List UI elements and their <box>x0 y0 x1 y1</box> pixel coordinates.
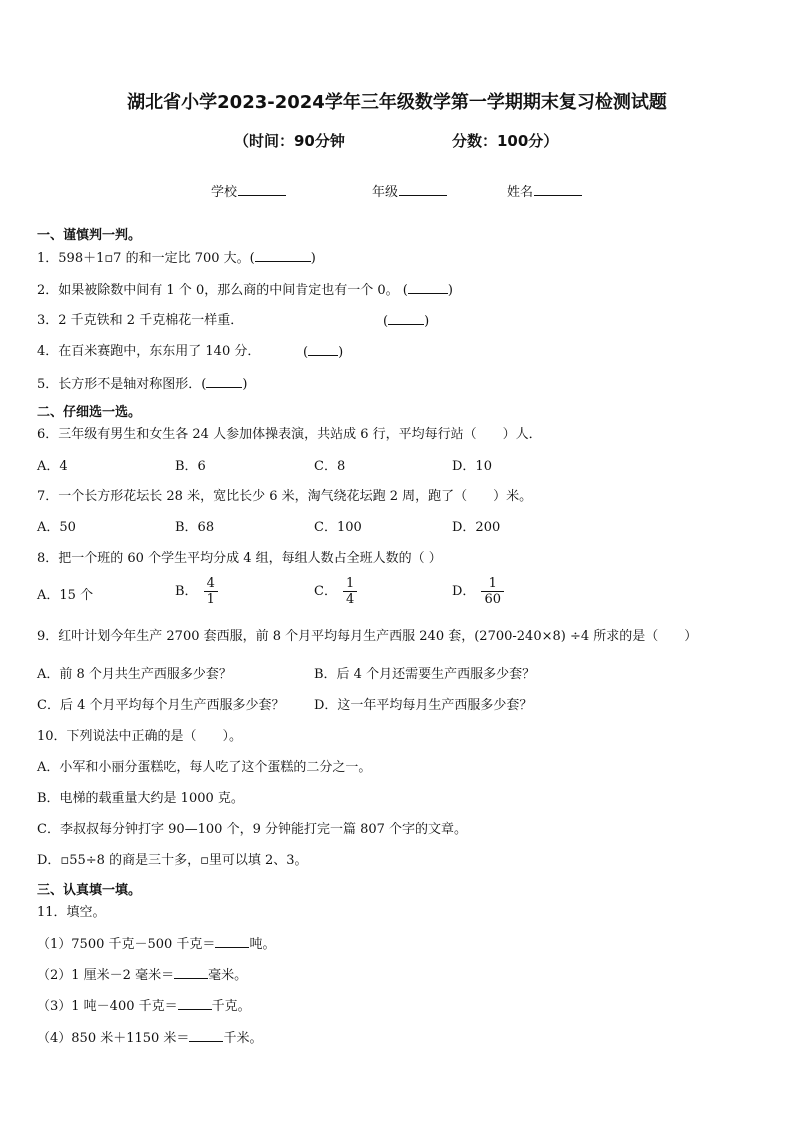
question-1 <box>37 250 316 267</box>
q7-option-c[interactable]: C．100 <box>314 520 362 535</box>
answer-blank-4[interactable] <box>308 344 338 356</box>
question-6: 6．三年级有男生和女生各 24 人参加体操表演，共站成 6 行，平均每行站（ ）人． <box>37 427 542 442</box>
fill-item-4 <box>37 1030 262 1047</box>
fraction-denominator: 60 <box>484 592 501 607</box>
q8-option-d[interactable] <box>452 576 504 607</box>
fraction-numerator: 1 <box>345 576 355 591</box>
exam-score: 分数：100分） <box>452 132 559 150</box>
question-10: 10．下列说法中正确的是（ ）。 <box>37 729 243 744</box>
answer-blank-2[interactable] <box>408 282 448 294</box>
q9-option-b[interactable]: B．后 4 个月还需要生产西服多少套？ <box>314 667 536 682</box>
q8-option-d-label: D． <box>452 584 476 599</box>
q10-option-a[interactable]: A．小军和小丽分蛋糕吃，每人吃了这个蛋糕的二分之一。 <box>37 760 372 775</box>
question-4-tail: ) <box>338 345 344 360</box>
fraction-denominator: 4 <box>345 592 355 607</box>
section1-heading: 一、谨慎判一判。 <box>37 228 142 243</box>
question-4 <box>37 344 260 360</box>
fill-item-4-unit: 千米。 <box>223 1031 263 1046</box>
q8-option-c-fraction <box>343 576 357 607</box>
name-label: 姓名 <box>507 185 534 200</box>
question-5-tail: ) <box>242 377 248 392</box>
q6-option-b[interactable]: B．6 <box>175 459 206 474</box>
q7-option-a[interactable]: A．50 <box>37 520 76 535</box>
question-3 <box>37 313 243 329</box>
q9-option-d[interactable]: D．这一年平均每月生产西服多少套？ <box>314 698 533 713</box>
q7-option-b[interactable]: B．68 <box>175 520 215 535</box>
question-4-text: 4．在百米赛跑中，东东用了 140 分． <box>37 344 261 359</box>
fill-item-3-unit: 千克。 <box>211 999 251 1014</box>
fill-blank-4[interactable] <box>189 1030 223 1042</box>
q8-option-b-fraction <box>204 576 218 607</box>
fill-blank-3[interactable] <box>178 998 212 1010</box>
fill-item-2 <box>37 967 247 984</box>
fill-blank-2[interactable] <box>174 967 208 979</box>
question-5-text: 5．长方形不是轴对称图形．( <box>37 377 207 392</box>
fill-item-3 <box>37 998 251 1015</box>
question-2 <box>37 282 453 299</box>
name-field <box>507 181 582 200</box>
q10-option-b[interactable]: B．电梯的载重量大约是 1000 克。 <box>37 791 244 806</box>
fill-item-2-unit: 毫米。 <box>208 968 248 983</box>
name-blank[interactable] <box>534 183 582 196</box>
section2-heading: 二、仔细选一选。 <box>37 405 142 420</box>
question-1-tail: ) <box>310 251 316 266</box>
question-2-tail: ) <box>447 283 453 298</box>
fill-item-2-text: （2）1 厘米－2 毫米＝ <box>37 968 175 983</box>
answer-blank-5[interactable] <box>206 376 242 388</box>
question-4-answer <box>303 344 343 361</box>
fraction-numerator: 4 <box>206 576 215 591</box>
q8-option-c[interactable] <box>314 576 357 607</box>
exam-title: 湖北省小学2023-2024学年三年级数学第一学期期末复习检测试题 <box>127 92 667 113</box>
question-9: 9．红叶计划今年生产 2700 套西服，前 8 个月平均每月生产西服 240 套，(2700-240×8) ÷4 所求的是（ ） <box>37 629 698 644</box>
question-5 <box>37 376 247 393</box>
q8-option-b[interactable] <box>175 576 218 607</box>
fill-item-4-text: （4）850 米＋1150 米＝ <box>37 1031 190 1046</box>
fill-item-3-text: （3）1 吨－400 千克＝ <box>37 999 178 1014</box>
fraction-denominator: 1 <box>206 592 215 607</box>
q8-option-b-label: B． <box>175 584 198 599</box>
question-7: 7．一个长方形花坛长 28 米，宽比长少 6 米，淘气绕花坛跑 2 周，跑了（ ）米。 <box>37 489 533 504</box>
question-2-text: 2．如果被除数中间有 1 个 0，那么商的中间肯定也有一个 0。 ( <box>37 283 408 298</box>
question-3-text: 3．2 千克铁和 2 千克棉花一样重． <box>37 313 244 328</box>
fill-item-1-unit: 吨。 <box>249 937 276 952</box>
question-3-tail: ) <box>424 314 430 329</box>
grade-field <box>372 181 447 200</box>
fill-item-1-text: （1）7500 千克－500 千克＝ <box>37 937 216 952</box>
question-8: 8．把一个班的 60 个学生平均分成 4 组，每组人数占全班人数的（ ） <box>37 551 442 566</box>
q6-option-d[interactable]: D．10 <box>452 459 492 474</box>
fill-blank-1[interactable] <box>215 936 249 948</box>
question-1-text: 1．598＋1▫7 的和一定比 700 大。( <box>37 251 255 266</box>
q6-option-c[interactable]: C．8 <box>314 459 346 474</box>
answer-blank-1[interactable] <box>255 250 311 262</box>
exam-time: （时间：90分钟 <box>234 132 345 150</box>
q6-option-a[interactable]: A．4 <box>37 459 68 474</box>
section3-heading: 三、认真填一填。 <box>37 883 142 898</box>
fill-item-1 <box>37 936 275 953</box>
grade-label: 年级 <box>372 185 399 200</box>
q7-option-d[interactable]: D．200 <box>452 520 501 535</box>
fraction-numerator: 1 <box>488 576 497 591</box>
question-11: 11．填空。 <box>37 905 106 920</box>
school-label: 学校 <box>211 185 238 200</box>
answer-blank-3[interactable] <box>388 313 424 325</box>
question-3-answer <box>383 313 429 330</box>
q8-option-a[interactable]: A．15 个 <box>37 588 94 603</box>
grade-blank[interactable] <box>399 183 447 196</box>
q9-option-a[interactable]: A．前 8 个月共生产西服多少套？ <box>37 667 232 682</box>
q10-option-d[interactable]: D．▫55÷8 的商是三十多，▫里可以填 2、3。 <box>37 853 308 868</box>
school-field <box>211 181 286 200</box>
q8-option-c-label: C． <box>314 584 337 599</box>
q8-option-d-fraction <box>481 576 504 607</box>
q9-option-c[interactable]: C．后 4 个月平均每个月生产西服多少套？ <box>37 698 285 713</box>
question-4-paren: ( <box>303 345 309 360</box>
q10-option-c[interactable]: C．李叔叔每分钟打字 90—100 个，9 分钟能打完一篇 807 个字的文章。 <box>37 822 468 837</box>
school-blank[interactable] <box>238 183 286 196</box>
question-3-paren: ( <box>383 314 389 329</box>
